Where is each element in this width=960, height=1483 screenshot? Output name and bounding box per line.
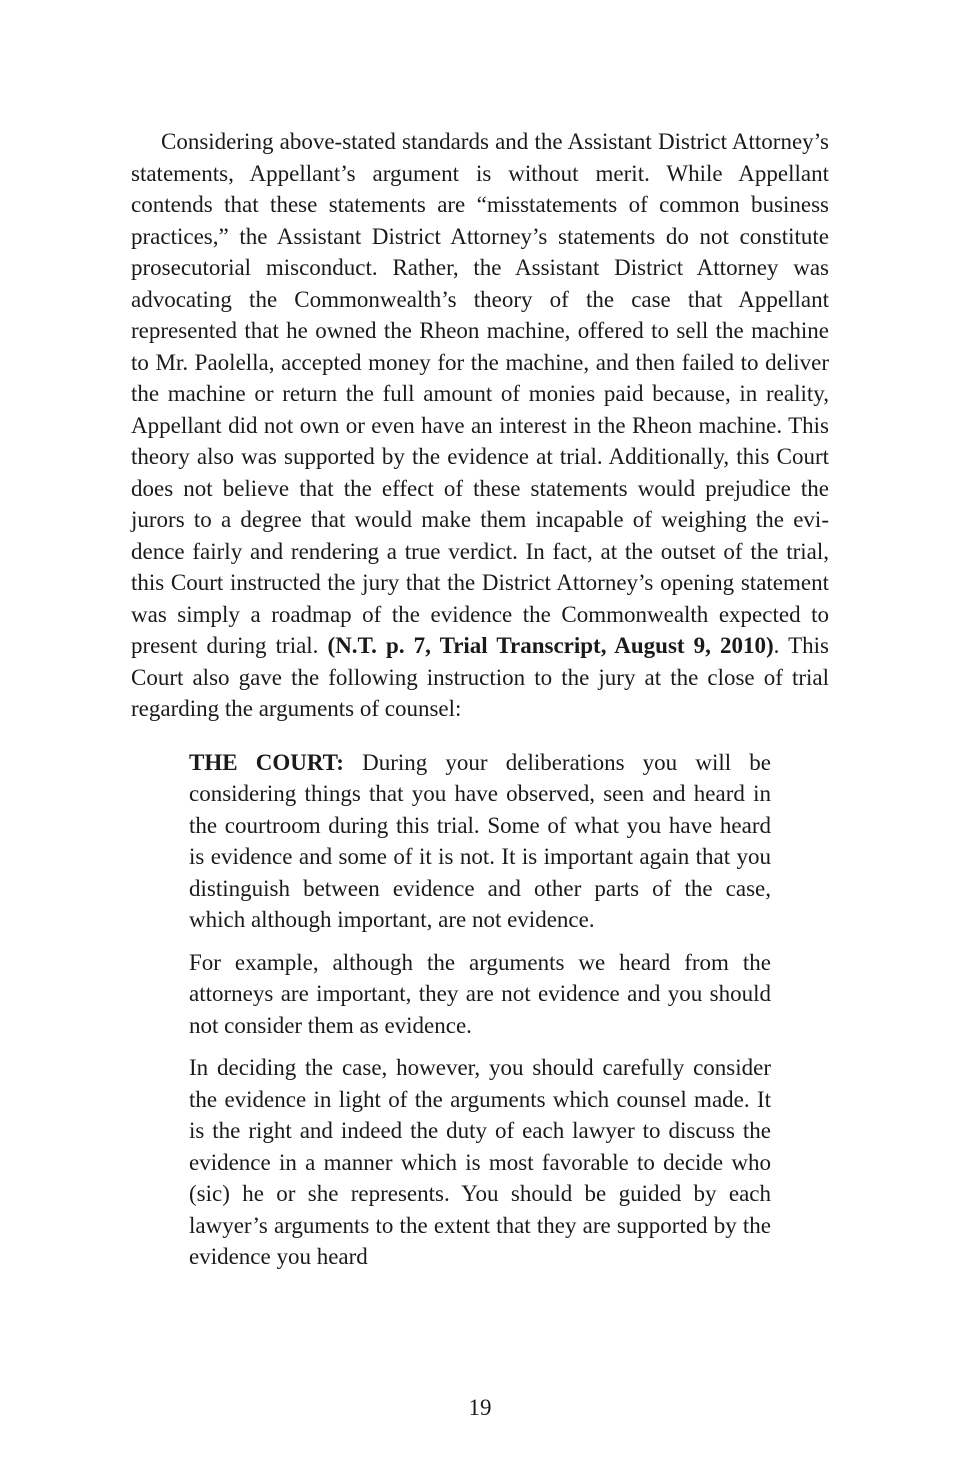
quote-speaker: THE COURT: [189,749,344,775]
block-quote [189,747,771,1273]
body-text-part-2: . This Court also gave the following instruction to the jury at the close of trial regarding the arguments of counsel: [131,633,829,721]
page-number: 19 [468,1395,492,1420]
quote-paragraph-2: For example, although the arguments we heard from the attorneys are important, they are not evidence and you should not consider them as evidence. [189,949,771,1038]
quote-text-1: During your deliberations you will be considering things that you have observed, seen and heard in the courtroom during this trial. Some of what you have heard is evidence and some of it is not. It is important again that you distinguish between evidence and other parts of the case, which although important, are not evidence. [189,749,771,932]
quote-paragraph-3: In deciding the case, however, you should carefully consider the evidence in light of the arguments which counsel made. It is the right and indeed the duty of each lawyer to discuss the evidence in a manner which is most favorable to decide who (sic) he or she represents. You should be guided by each lawyer’s arguments to the extent that they are supported by the evidence you heard [189,1055,771,1269]
transcript-citation: (N.T. p. 7, Trial Transcript, August 9, 2010) [327,633,774,658]
body-text-part-1: Considering above-stated standards and the Assistant District Attorney’s statements, Appellant’s argument is without merit. While Appellant contends that these statements are “misstatements of common business practices,” the Assistant District Attorney’s statements do not constitute prosecutorial misconduct. Rather, the Assistant District Attorney was advocating the Commonwealth’s theory of the case that Appellant represented that he owned the Rheon machine, offered to sell the machine to Mr. Paolella, accepted money for the machine, and then failed to deliver the machine or return the full amount of monies paid because, in reality, Appellant did not own or even have an interest in the Rheon machine. This theory also was supported by the evidence at trial. Additionally, this Court does not believe that the effect of these statements would prejudice the jurors to a degree that would make them incapable of weighing the evidence fairly and rendering a true verdict. In fact, at the outset of the trial, this Court instructed the jury that the District Attorney’s opening statement was simply a roadmap of the evidence the Commonwealth expected to present during trial. [131,129,829,658]
body-paragraph [131,126,829,725]
quote-paragraph-1 [189,747,771,936]
document-page [131,126,829,1284]
